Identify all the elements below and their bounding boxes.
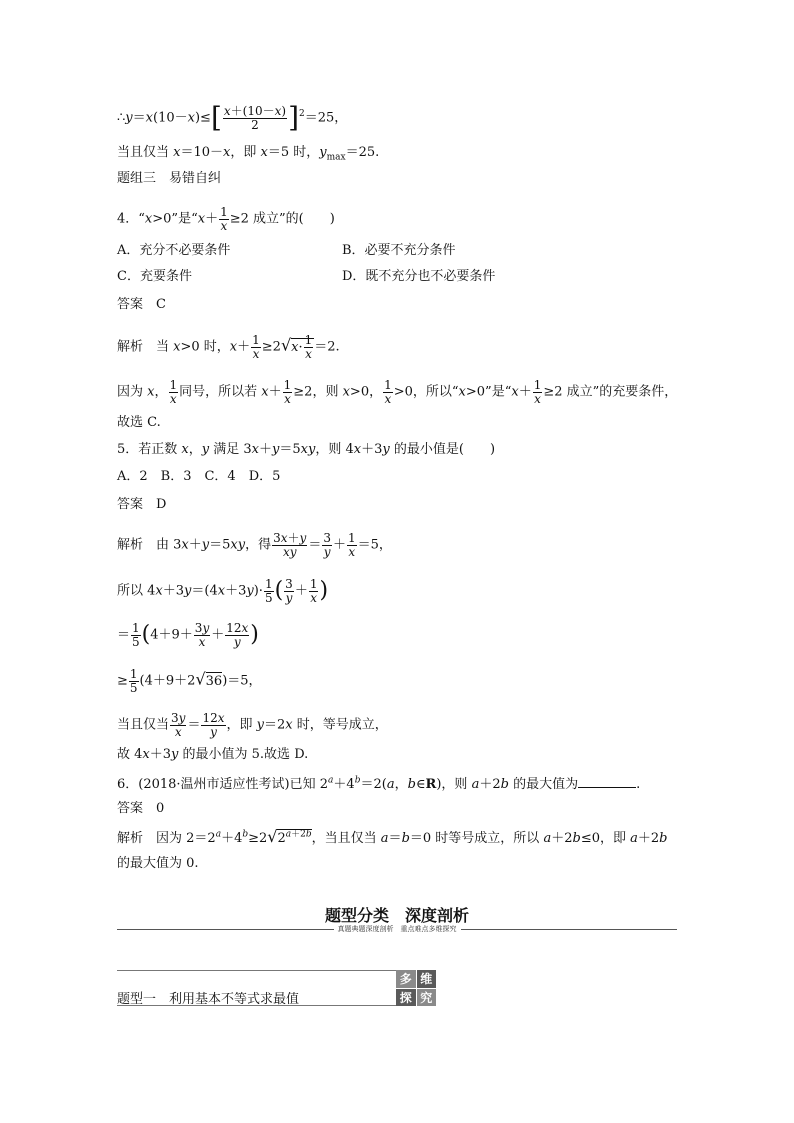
q5-analysis-2: 所以 4x＋3y＝(4x＋3y)· $\frac{1}{5}$ ( $\frac{3}{y}$ ＋ $\frac{1}{x}$ )	[117, 577, 329, 605]
q5-analysis-4: ≥ $\frac{1}{5}$ (4＋9＋2√36)＝5，	[117, 667, 262, 695]
type-heading-bar	[117, 970, 435, 1006]
solution-line-equality: 当且仅当 x＝10－x，即 x＝5 时，$y_{max}=25$.	[117, 145, 380, 163]
q4-reason: 因为 x， $\frac{1}{x}$ 同号，所以若 x＋ $\frac{1}{x}$ ≥2，则 x>0， $\frac{1}{x}$ >0，所以“x>0”是“x＋ $\frac{1}{x}$ ≥2 成立”的充要条件，	[117, 378, 678, 406]
type-heading-label: 题型一 利用基本不等式求最值	[117, 992, 300, 1007]
q4-option-b: B．必要不充分条件	[342, 243, 456, 258]
q6-analysis-1: 解析 因为 $2=2^a+4^b\ge 2√2^{a+2b}$，当且仅当 a＝b＝0 时等号成立，所以 a＋2b≤0，即 a＋2b	[117, 827, 668, 846]
q4-option-d: D．既不充分也不必要条件	[342, 269, 496, 284]
q5-analysis-6: 故 4x＋3y 的最小值为 5.故选 D.	[117, 747, 309, 762]
type-bar-top-rule	[117, 970, 397, 971]
q5-analysis-1: 解析 由 3x＋y＝5xy，得 $\frac{3x+y}{xy}$ ＝ $\frac{3}{y}$ ＋ $\frac{1}{x}$ ＝5，	[117, 531, 392, 559]
q4-option-a: A．充分不必要条件	[117, 243, 231, 258]
q6-answer: 答案 0	[117, 801, 165, 816]
badge-char: 多	[396, 970, 416, 988]
badge-char: 探	[396, 989, 416, 1007]
badge-char: 维	[417, 970, 437, 988]
q4-option-c: C．充要条件	[117, 269, 192, 284]
question-5-stem: 5．若正数 x，y 满足 3x＋y＝5xy，则 4x＋3y 的最小值是( )	[117, 442, 496, 457]
multi-explore-badge	[396, 970, 436, 1006]
q4-conclusion: 故选 C.	[117, 415, 161, 430]
question-6-stem: 6．(2018·温州市适应性考试)已知 $2^a+4^b=2(a$，b∈R)，则 a＋2b 的最大值为 .	[117, 775, 641, 792]
badge-char: 究	[417, 989, 437, 1007]
q5-answer: 答案 D	[117, 497, 167, 512]
solution-line-inequality: ∴y＝x(10－x)≤[ $\frac{x+(10-x)}{2}$ ]$^2$＝25，	[117, 101, 348, 134]
q5-analysis-5: 当且仅当 $\frac{3y}{x}$ ＝ $\frac{12x}{y}$ ，即 y＝2x 时，等号成立，	[117, 711, 388, 739]
q5-analysis-3: ＝ $\frac{1}{5}$ (4＋9＋ $\frac{3y}{x}$ ＋ $\frac{12x}{y}$ )	[117, 621, 259, 649]
q4-answer: 答案 C	[117, 297, 166, 312]
q6-analysis-2: 的最大值为 0.	[117, 856, 199, 871]
group-heading: 题组三 易错自纠	[117, 171, 222, 186]
q5-options: A．2 B．3 C．4 D．5	[117, 469, 281, 484]
question-4-stem: 4．“x>0”是“x＋ $\frac{1}{x}$ ≥2 成立”的( )	[117, 205, 335, 233]
section-subtitle: 真题典题深度剖析 重点难点多维探究	[117, 924, 677, 934]
section-title: 题型分类 深度剖析	[324, 906, 469, 925]
q4-analysis: 解析 当 x>0 时，x＋ $\frac{1}{x}$ ≥2√x· $\frac{1}{x}$ ＝2.	[117, 333, 340, 361]
